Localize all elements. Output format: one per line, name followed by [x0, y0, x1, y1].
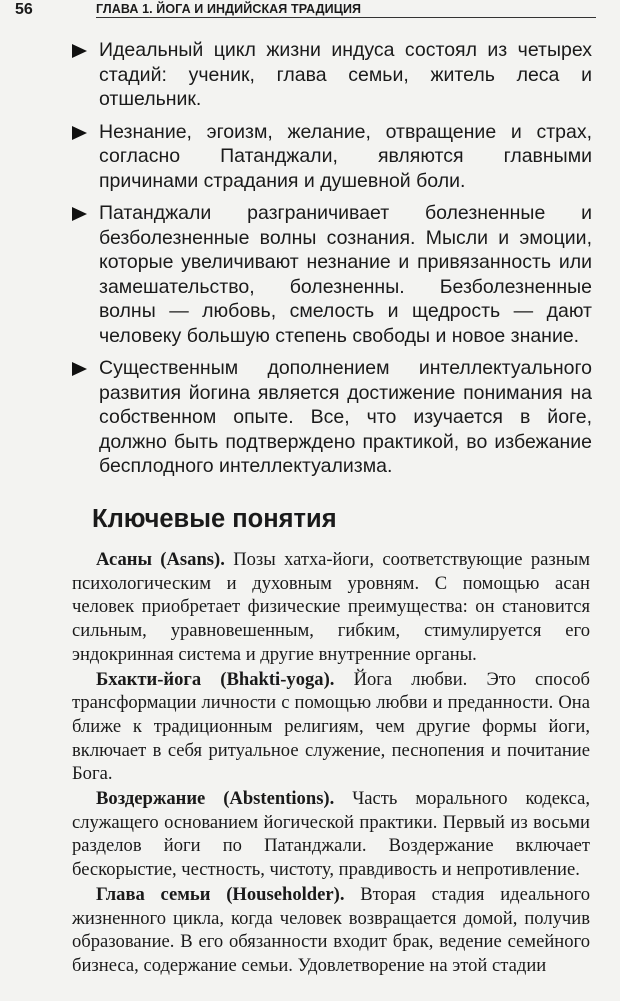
summary-bullet — [72, 38, 592, 112]
triangle-bullet-icon — [72, 362, 87, 376]
bullet-text: Патанджали разграничивает болезненные и безболезненные волны сознания. Мысли и эмоции, которые увеличивают незнание и привязанность или замешательство, болезненны. Безболезненные волны — любовь, смелость и щедрость — дают человеку большую степень свободы и новое знание. — [99, 202, 592, 347]
running-head: ГЛАВА 1. ЙОГА И ИНДИЙСКАЯ ТРАДИЦИЯ — [96, 2, 362, 16]
glossary-entry — [72, 787, 590, 882]
bullet-text: Существенным дополнением интеллектуального развития йогина является достижение понимания на собственном опыте. Все, что изучается в йоге, должно быть подтверждено практикой, во избежание бесплодного интеллектуализма. — [99, 357, 592, 477]
glossary-term: Воздержание (Abstentions). — [96, 788, 335, 810]
glossary-definition: Вторая стадия идеального жизненного цикла, когда человек возвращается домой, получив образование. В его обязанности входит брак, ведение семейного бизнеса, содержание семьи. Удовлетворение на этой стадии — [72, 883, 590, 976]
glossary-definition: Йога любви. Это способ трансформации личности с помощью любви и преданности. Она ближе к традиционным религиям, чем другие формы йоги, включает в себя ритуальное служение, песнопения и почитание Бога. — [72, 668, 590, 785]
triangle-bullet-icon — [72, 126, 87, 140]
glossary-term: Бхакти-йога (Bhakti-yoga). — [96, 668, 335, 690]
triangle-bullet-icon — [72, 207, 87, 221]
glossary-term: Асаны (Asans). — [96, 549, 225, 570]
summary-bullet — [72, 356, 592, 479]
glossary-definition: Часть морального кодекса, служащего основанием йогической практики. Первый из восьми разделов йоги по Патанджали. Воздержание включает бескорыстие, честность, чистоту, правдивость и непротивление. — [72, 788, 590, 881]
bullet-text: Идеальный цикл жизни индуса состоял из четырех стадий: ученик, глава семьи, житель леса и отшельник. — [99, 39, 592, 110]
triangle-bullet-icon — [72, 44, 87, 58]
bullet-text: Незнание, эгоизм, желание, отвращение и страх, согласно Патанджали, являются главными причинами страдания и душевной боли. — [99, 120, 592, 192]
glossary-entry — [72, 668, 590, 787]
glossary — [72, 548, 590, 979]
header-rule — [96, 17, 596, 18]
summary-bullet-list — [72, 38, 592, 487]
summary-bullet — [72, 120, 592, 194]
section-heading: Ключевые понятия — [92, 505, 337, 533]
page-header — [0, 0, 620, 22]
glossary-term: Глава семьи (Householder). — [96, 883, 345, 905]
glossary-entry — [72, 883, 590, 978]
summary-bullet — [72, 201, 592, 348]
page-number: 56 — [15, 1, 33, 18]
glossary-entry — [72, 548, 590, 667]
glossary-definition: Позы хатха-йоги, соответствующие разным психологическим и духовным уровням. С помощью асан человек приобретает физические преимущества: он становится сильным, уравновешенным, гибким, стимулируется его эндокринная система и другие внутренние органы. — [72, 549, 590, 665]
